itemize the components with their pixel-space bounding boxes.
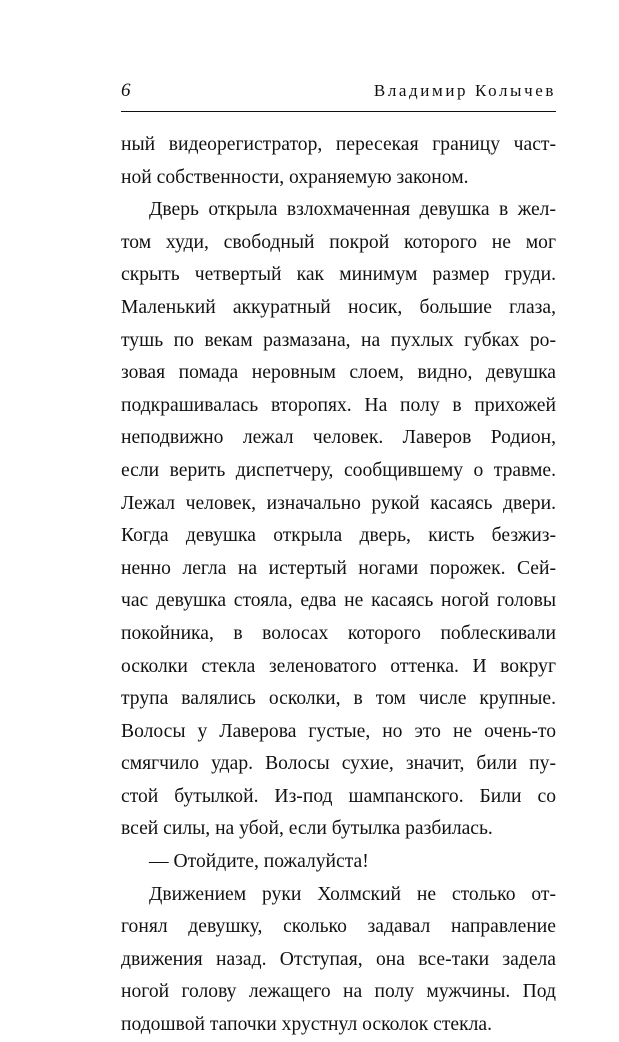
text-line: осколки стекла зеленоватого оттенка. И вокруг — [121, 655, 556, 677]
text-line: Лежал человек, изначально рукой касаясь двери. — [121, 492, 556, 514]
text-line: стой бутылкой. Из-под шампанского. Били со — [121, 785, 556, 807]
body-text — [121, 129, 556, 1042]
text-line: неподвижно лежал человек. Лаверов Родион, — [121, 427, 556, 449]
text-line: покойника, в волосах которого поблескивали — [121, 622, 556, 644]
dialogue-line: — Отойдите, пожалуйста! — [149, 851, 369, 873]
text-line: ненно легла на истертый ногами порожек. Сей- — [121, 557, 556, 579]
text-line: ногой голову лежащего на полу мужчины. Под — [121, 981, 556, 1003]
text-line: если верить диспетчеру, сообщившему о травме. — [121, 459, 556, 481]
page-header — [121, 78, 556, 104]
text-line: всей силы, на убой, если бутылка разбилась. — [121, 818, 493, 840]
page-number: 6 — [121, 80, 131, 101]
text-line: Маленький аккуратный носик, большие глаза, — [121, 296, 556, 318]
text-line: трупа валялись осколки, в том числе крупные. — [121, 688, 556, 710]
text-line: Дверь открыла взлохмаченная девушка в жел- — [149, 199, 556, 221]
running-title: Владимир Колычев — [373, 81, 556, 100]
text-line: Волосы у Лаверова густые, но это не очень-то — [121, 720, 556, 742]
text-line: гонял девушку, сколько задавал направление — [121, 916, 556, 938]
text-line: смягчило удар. Волосы сухие, значит, били пу- — [121, 753, 556, 775]
text-line: движения назад. Отступая, она все-таки задела — [121, 948, 556, 970]
text-line: ный видеорегистратор, пересекая границу част- — [121, 134, 556, 155]
header-rule — [121, 111, 556, 112]
text-line: Движением руки Холмский не столько от- — [149, 883, 556, 905]
text-line: ной собственности, охраняемую законом. — [121, 166, 469, 188]
text-line: скрыть четвертый как минимум размер груди. — [121, 264, 556, 286]
text-line: час девушка стояла, едва не касаясь ногой головы — [121, 590, 556, 612]
text-line: Когда девушка открыла дверь, кисть безжиз- — [121, 525, 556, 547]
text-line: зовая помада неровным слоем, видно, девушка — [121, 362, 556, 384]
text-line: подошвой тапочки хрустнул осколок стекла. — [121, 1014, 493, 1036]
text-line: подкрашивалась второпях. На полу в прихожей — [121, 394, 556, 416]
text-line: тушь по векам размазана, на пухлых губках ро- — [121, 329, 556, 351]
text-line: том худи, свободный покрой которого не мог — [121, 231, 556, 253]
